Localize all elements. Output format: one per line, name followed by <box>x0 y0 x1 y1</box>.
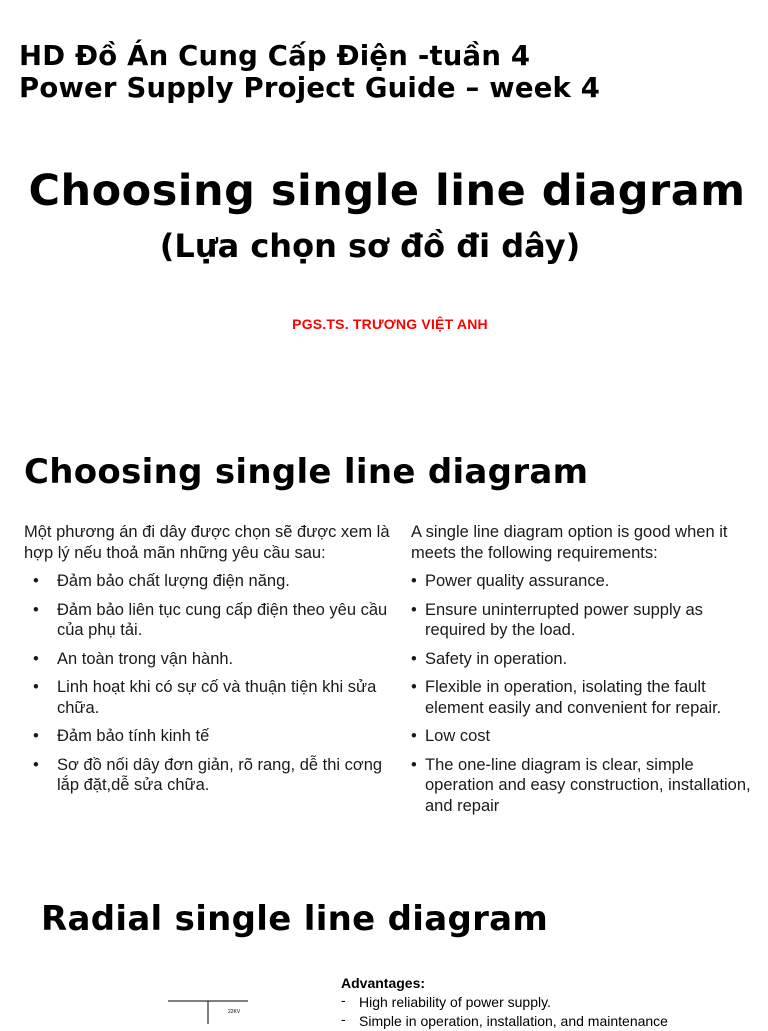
list-item: • Đảm bảo chất lượng điện năng. <box>33 572 290 590</box>
bullet-icon: • <box>411 678 417 696</box>
requirements-column-vietnamese <box>24 522 396 804</box>
guide-title-vietnamese: HD Đồ Án Cung Cấp Điện -tuần 4 <box>19 40 531 72</box>
bullet-icon: • <box>33 755 39 774</box>
slide-subtitle: (Lựa chọn sơ đồ đi dây) <box>159 227 581 265</box>
slide-title: Choosing single line diagram <box>28 166 746 216</box>
list-item: • Sơ đồ nối dây đơn giản, rõ rang, dễ thi cơng lắp đặt,dễ sửa chữa. <box>33 755 383 794</box>
dash-icon: - <box>341 992 346 1008</box>
voltage-label: 22KV <box>228 1009 241 1015</box>
dash-icon: - <box>341 1011 346 1027</box>
list-item: - High reliability of power supply. <box>341 992 551 1010</box>
section-title-choosing: Choosing single line diagram <box>24 452 589 492</box>
list-item: • Đảm bảo tính kinh tế <box>33 727 210 745</box>
bullet-icon: • <box>33 600 39 619</box>
advantages-list <box>341 993 761 1031</box>
list-item: • Low cost <box>411 727 491 745</box>
bullet-icon: • <box>411 727 417 745</box>
bullet-icon: • <box>411 649 417 668</box>
list-item: • The one-line diagram is clear, simple operation and easy construction, installation, and repair <box>411 755 751 815</box>
advantages-heading: Advantages: <box>341 975 426 991</box>
guide-title-english: Power Supply Project Guide – week 4 <box>19 72 601 104</box>
radial-diagram <box>160 994 260 1024</box>
advantages-block <box>341 974 761 1031</box>
list-item: • Flexible in operation, isolating the fault element easily and convenient for repair. <box>411 678 722 717</box>
author-name: PGS.TS. TRƯƠNG VIỆT ANH <box>292 316 488 332</box>
bullet-icon: • <box>33 649 39 668</box>
requirements-list-english <box>411 571 751 816</box>
list-item: • Power quality assurance. <box>411 572 610 590</box>
section-title-radial: Radial single line diagram <box>41 899 549 939</box>
bullet-icon: • <box>33 678 39 696</box>
bullet-icon: • <box>33 727 39 745</box>
list-item: • Đảm bảo liên tục cung cấp điện theo yêu cầu của phụ tải. <box>33 600 388 639</box>
list-item: - Simple in operation, installation, and maintenance <box>341 1011 668 1029</box>
bullet-icon: • <box>411 572 417 590</box>
requirements-column-english <box>411 522 751 824</box>
list-item: • Safety in operation. <box>411 649 568 668</box>
requirements-intro-english: A single line diagram option is good when it meets the following requirements: <box>411 523 728 562</box>
list-item: • Linh hoạt khi có sự cố và thuận tiện khi sửa chữa. <box>33 678 377 717</box>
bullet-icon: • <box>33 572 39 590</box>
requirements-intro-vietnamese: Một phương án đi dây được chọn sẽ được xem là hợp lý nếu thoả mãn những yêu cầu sau: <box>24 523 390 562</box>
list-item: • An toàn trong vận hành. <box>33 649 234 668</box>
bullet-icon: • <box>411 600 417 619</box>
requirements-list-vietnamese <box>24 571 396 796</box>
bullet-icon: • <box>411 755 417 774</box>
list-item: • Ensure uninterrupted power supply as required by the load. <box>411 600 703 639</box>
